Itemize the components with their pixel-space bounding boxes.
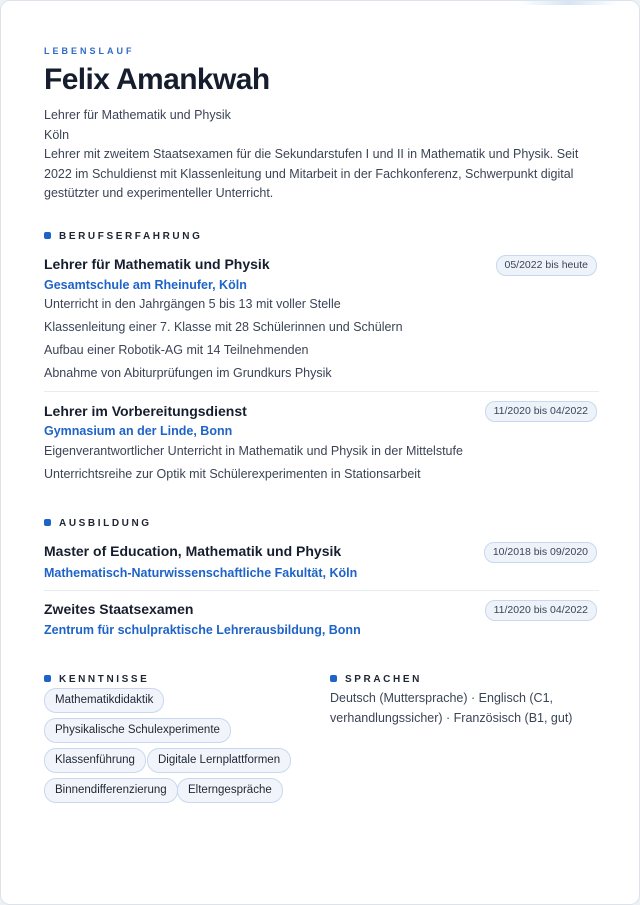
education-1-title: Master of Education, Mathematik und Physik — [44, 543, 342, 559]
experience-2-bullet: Eigenverantwortlicher Unterricht in Mathematik und Physik in der Mittelstufe — [44, 444, 463, 458]
section-square-icon — [44, 675, 51, 682]
section-heading-skills — [44, 674, 149, 685]
education-2-date-badge: 11/2020 bis 04/2022 — [485, 600, 597, 621]
skill-chip: Klassenführung — [44, 748, 146, 773]
entry-divider — [44, 391, 599, 392]
education-2-organization: Zentrum für schulpraktische Lehrerausbildung, Bonn — [44, 623, 361, 637]
section-heading-label: AUSBILDUNG — [59, 518, 152, 529]
section-heading-label: SPRACHEN — [345, 674, 422, 685]
skill-chip: Elterngespräche — [177, 778, 283, 803]
section-heading-label: BERUFSERFAHRUNG — [59, 231, 203, 242]
experience-2-bullet: Unterrichtsreihe zur Optik mit Schülerexperimenten in Stationsarbeit — [44, 467, 421, 481]
document-eyebrow: LEBENSLAUF — [44, 46, 135, 56]
education-1-date-badge: 10/2018 bis 09/2020 — [484, 542, 597, 563]
entry-divider — [44, 590, 599, 591]
job-title: Lehrer für Mathematik und Physik — [44, 108, 231, 122]
section-heading-label: KENNTNISSE — [59, 674, 150, 685]
languages-text: Deutsch (Muttersprache) · Englisch (C1, verhandlungssicher) · Französisch (B1, gut) — [330, 691, 573, 725]
section-square-icon — [44, 519, 51, 526]
section-heading-experience — [44, 231, 202, 242]
section-square-icon — [330, 675, 337, 682]
skill-chip: Physikalische Schulexperimente — [44, 718, 231, 743]
experience-1-bullet: Abnahme von Abiturprüfungen im Grundkurs Physik — [44, 366, 332, 380]
person-name: Felix Amankwah — [44, 63, 270, 96]
education-1-organization: Mathematisch-Naturwissenschaftliche Fakultät, Köln — [44, 566, 358, 580]
page-top-glow — [519, 1, 619, 5]
experience-1-date-badge: 05/2022 bis heute — [496, 255, 598, 276]
skill-chip: Binnendifferenzierung — [44, 778, 178, 803]
experience-2-organization: Gymnasium an der Linde, Bonn — [44, 424, 233, 438]
section-heading-education — [44, 518, 152, 529]
experience-1-bullet: Aufbau einer Robotik-AG mit 14 Teilnehmenden — [44, 343, 309, 357]
education-2-title: Zweites Staatsexamen — [44, 601, 194, 617]
skill-chip: Digitale Lernplattformen — [147, 748, 291, 773]
experience-1-organization: Gesamtschule am Rheinufer, Köln — [44, 278, 247, 292]
experience-1-bullet: Klassenleitung einer 7. Klasse mit 28 Schülerinnen und Schülern — [44, 320, 403, 334]
section-heading-languages — [330, 674, 422, 685]
skill-chip: Mathematikdidaktik — [44, 688, 164, 713]
profile-summary: Lehrer mit zweitem Staatsexamen für die Sekundarstufen I und II in Mathematik und Physik. Seit 2022 im Schuldienst mit Klassenleitung und Mitarbeit in der Fachkonferenz, Schwerpunkt digital gestützter und experimenteller Unterricht. — [44, 147, 579, 200]
experience-2-title: Lehrer im Vorbereitungsdienst — [44, 403, 247, 419]
experience-1-bullet: Unterricht in den Jahrgängen 5 bis 13 mit voller Stelle — [44, 297, 341, 311]
experience-1-title: Lehrer für Mathematik und Physik — [44, 256, 270, 272]
city: Köln — [44, 128, 70, 142]
experience-2-date-badge: 11/2020 bis 04/2022 — [485, 401, 597, 422]
section-square-icon — [44, 232, 51, 239]
